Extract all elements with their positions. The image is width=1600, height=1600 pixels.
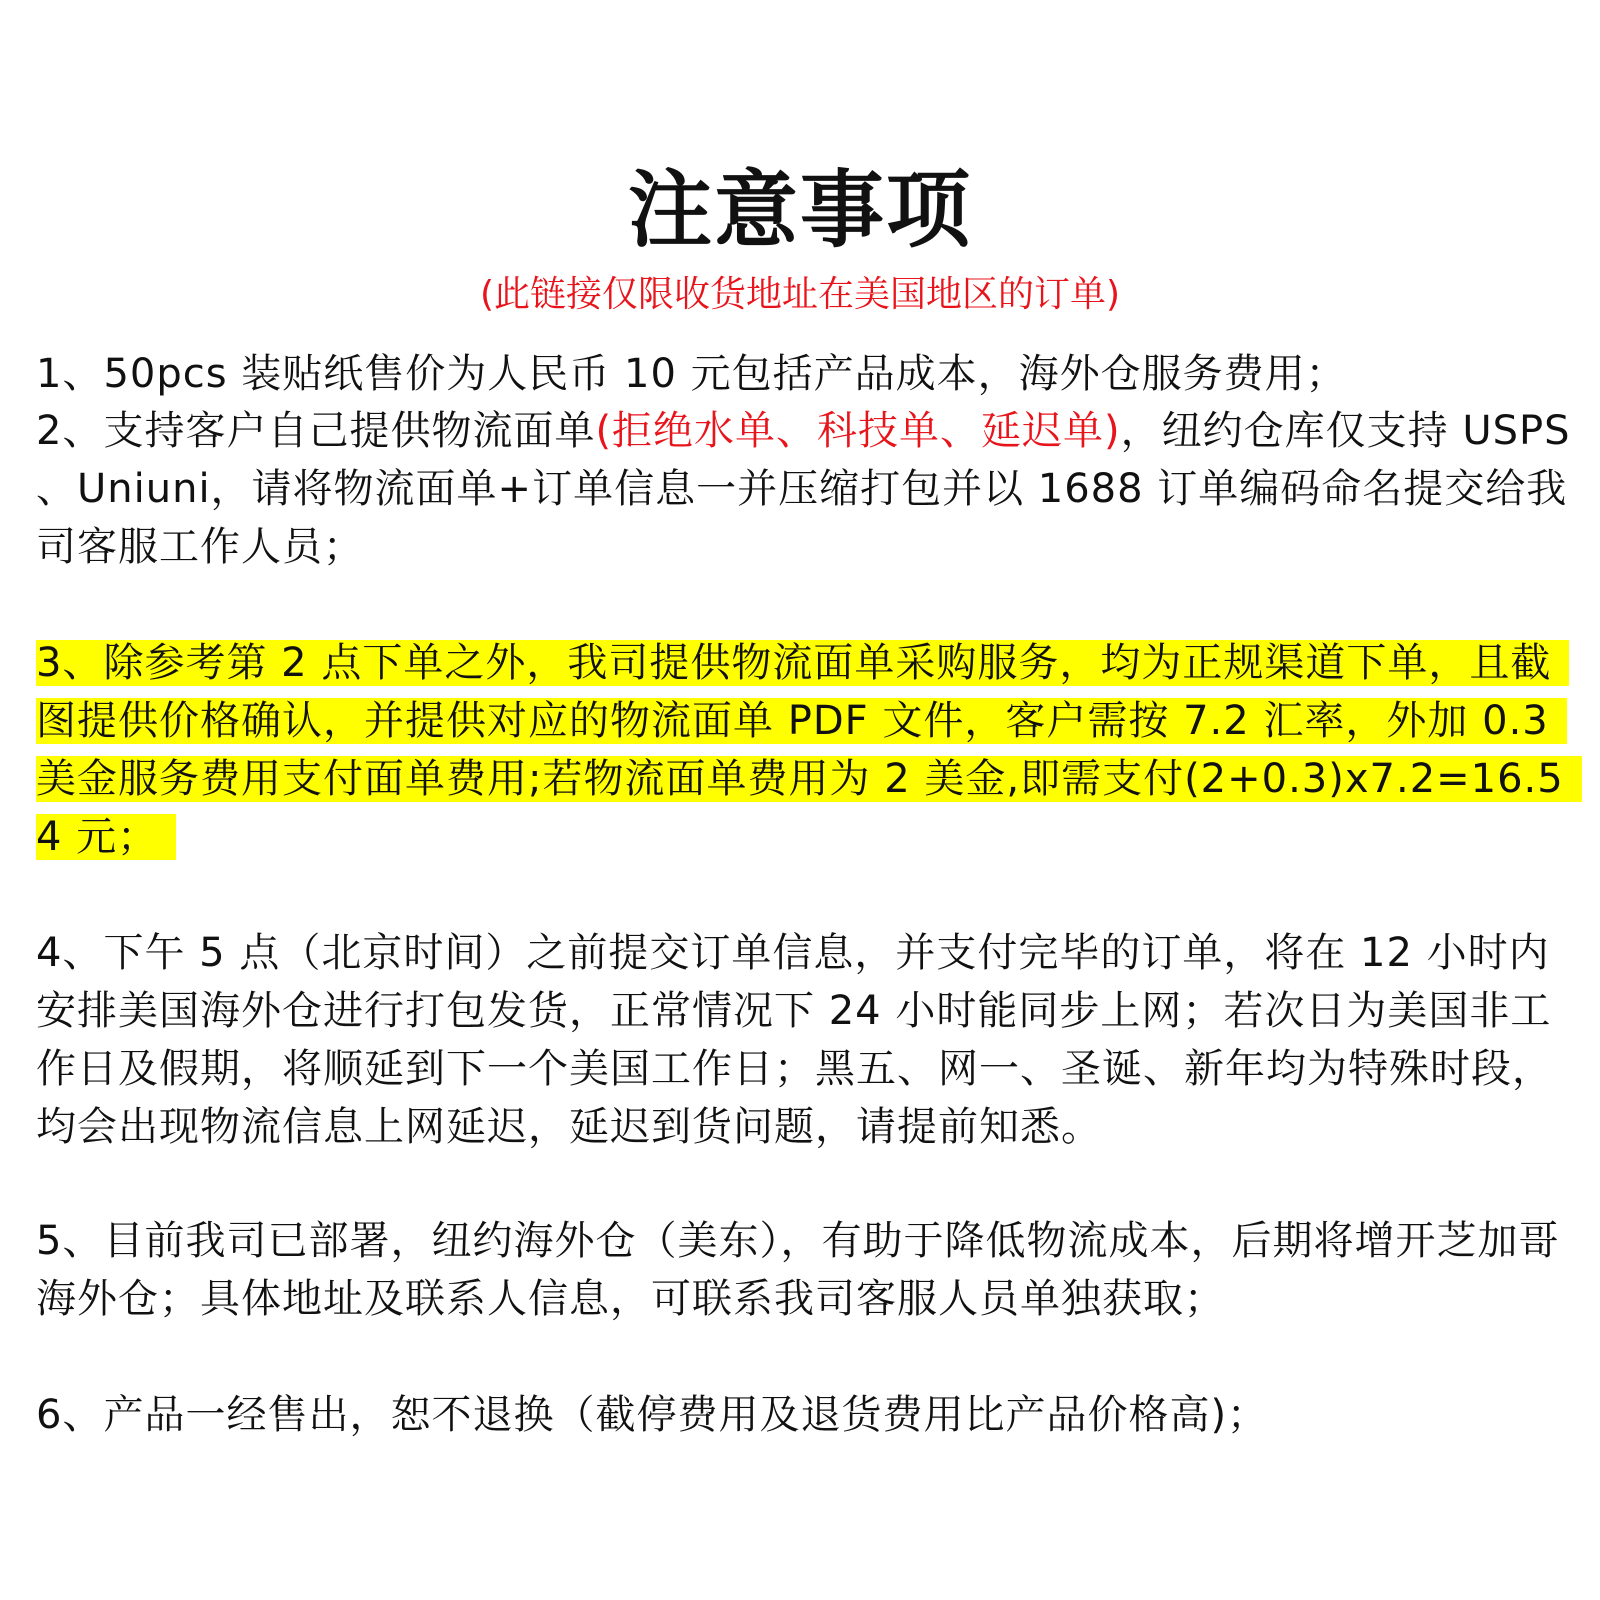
page-subtitle: (此链接仅限收货地址在美国地区的订单) — [479, 274, 1121, 315]
notice-item-2-text: 2、支持客户自己提供物流面单 — [36, 408, 596, 454]
notice-item-2-text-continued: ，纽约仓库仅支持 USPS 、Uniuni，请将物流面单+订单信息一并压缩打包并以 1688 订单编码命名提交给我司客服工作人员； — [36, 408, 1571, 570]
notice-item-1-text: 1、50pcs 装贴纸售价为人民币 10 元包括产品成本，海外仓服务费用； — [36, 351, 1347, 397]
notice-item-2-warning: (拒绝水单、科技单、延迟单) — [595, 408, 1121, 454]
notice-item-5-text: 5、目前我司已部署，纽约海外仓（美东），有助于降低物流成本，后期将增开芝加哥海外仓；具体地址及联系人信息，可联系我司客服人员单独获取； — [36, 1218, 1560, 1322]
page-title: 注意事项 — [627, 160, 972, 259]
notice-item-4-text: 4、下午 5 点（北京时间）之前提交订单信息，并支付完毕的订单，将在 12 小时内安排美国海外仓进行打包发货，正常情况下 24 小时能同步上网；若次日为美国非工作日及假期，将顺延到下一个美国工作日；黑五、网一、圣诞、新年均为特殊时段，均会出现物流信息上网延迟，延迟到货问题，请提前知悉。 — [36, 930, 1553, 1150]
notice-item-5 — [36, 1212, 1574, 1328]
notice-item-6-text: 6、产品一经售出，恕不退换（截停费用及退货费用比产品价格高)； — [36, 1392, 1269, 1438]
notice-item-3 — [36, 634, 1574, 866]
notice-item-1 — [36, 345, 1574, 403]
notice-item-2 — [36, 402, 1574, 576]
notice-item-3-highlighted-text: 3、除参考第 2 点下单之外，我司提供物流面单采购服务，均为正规渠道下单，且截图提供价格确认，并提供对应的物流面单 PDF 文件，客户需按 7.2 汇率，外加 0.3 美金服务费用支付面单费用;若物流面单费用为 2 美金,即需支付(2+0.3)x7.2=16.54 元； — [36, 640, 1582, 860]
notice-item-6 — [36, 1386, 1574, 1444]
notice-item-4 — [36, 924, 1574, 1156]
